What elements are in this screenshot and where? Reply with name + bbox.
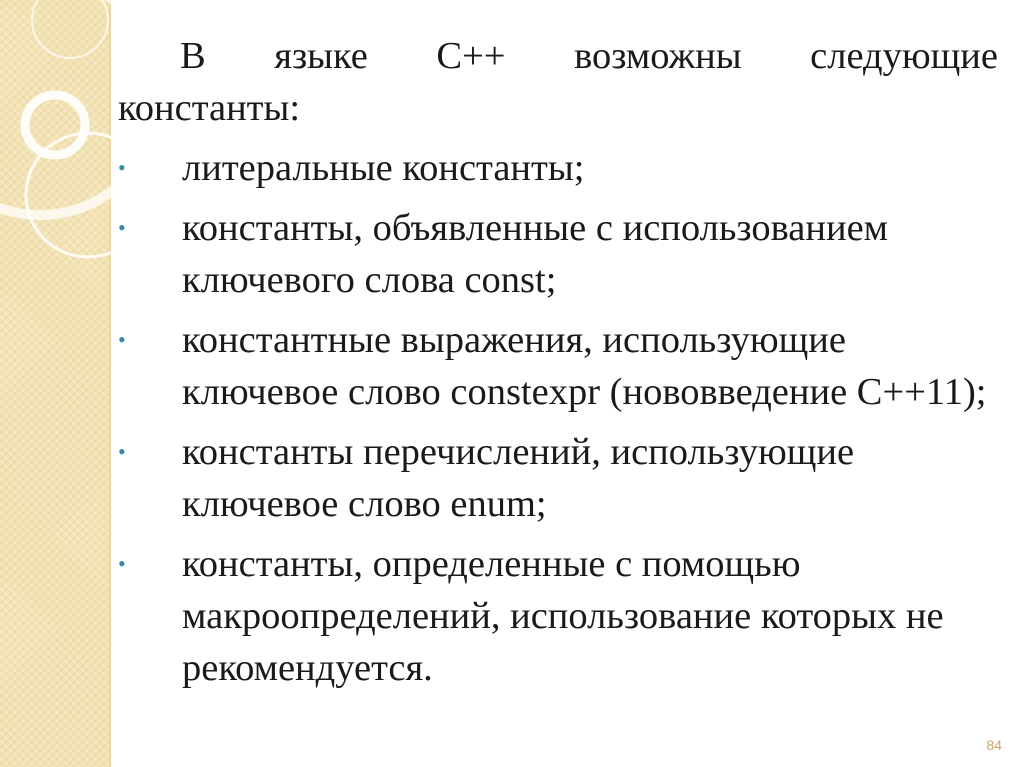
- list-item-text: константы, определенные с помощью макроопределений, использование которых не рекомендуется.: [182, 543, 944, 689]
- list-item: [118, 142, 998, 194]
- slide-body: [118, 30, 998, 694]
- list-item-text: константы, объявленные с использованием ключевого слова const;: [182, 207, 889, 301]
- list-item: [118, 202, 998, 306]
- intro-line-2: константы:: [118, 87, 301, 129]
- bullet-list: [118, 142, 998, 694]
- page-number: 84: [986, 737, 1002, 753]
- bullet-icon: •: [118, 439, 126, 464]
- list-item-text: константы перечислений, использующие ключевое слово enum;: [182, 431, 855, 525]
- list-item: [118, 314, 998, 418]
- list-item: [118, 426, 998, 530]
- bullet-icon: •: [118, 215, 126, 240]
- intro-line-1: В языке С++ возможны следующие: [180, 35, 998, 77]
- bullet-icon: •: [118, 551, 126, 576]
- list-item-text: литеральные константы;: [182, 147, 585, 189]
- bullet-icon: •: [118, 155, 126, 180]
- list-item: [118, 538, 998, 694]
- bullet-icon: •: [118, 327, 126, 352]
- intro-paragraph: [118, 30, 998, 134]
- list-item-text: константные выражения, использующие ключевое слово constexpr (нововведение С++11);: [182, 319, 987, 413]
